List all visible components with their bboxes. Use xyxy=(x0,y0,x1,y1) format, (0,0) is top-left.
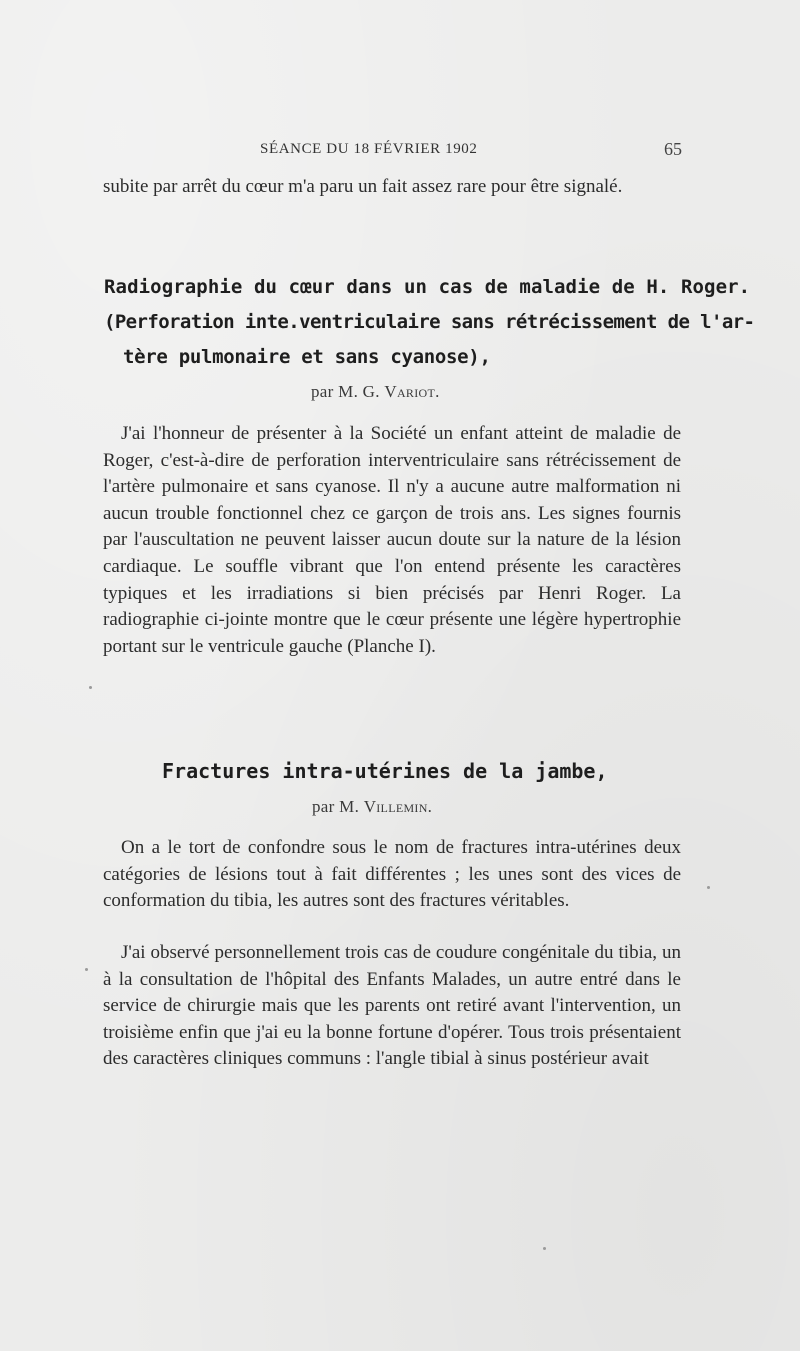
running-head: SÉANCE DU 18 FÉVRIER 1902 xyxy=(260,141,478,157)
byline-prefix: par M. G. xyxy=(311,382,380,401)
paper-speck xyxy=(543,1247,546,1250)
article1-body: J'ai l'honneur de présenter à la Société un enfant atteint de maladie de Roger, c'est-à-dire de perforation interventriculaire sans rétrécissement de l'artère pulmonaire et sans cyanose. Il n'y a aucune autre malformation ni aucun trouble fonctionnel chez ce garçon de trois ans. Les signes fournis par l'auscultation ne peuvent laisser aucun doute sur la nature de la lésion cardiaque. Le souffle vibrant que l'on entend présente les caractères typiques et les irradiations si bien précisés par Henri Roger. La radiographie ci-jointe montre que le cœur présente une légère hypertrophie portant sur le ventricule gauche (Planche I). xyxy=(103,423,681,657)
article1-title-line2: (Perforation inte.ventriculaire sans rétrécissement de l'ar- xyxy=(104,311,755,333)
carryover-paragraph: subite par arrêt du cœur m'a paru un fait assez rare pour être signalé. xyxy=(103,176,623,197)
article1-byline xyxy=(311,382,440,402)
article2-title: Fractures intra-utérines de la jambe, xyxy=(162,759,608,783)
author-name: Villemin. xyxy=(363,797,433,816)
article2-paragraph-1: On a le tort de confondre sous le nom de fractures intra-utérines deux catégories de lésions tout à fait différentes ; les unes sont des vices de conformation du tibia, les autres sont des fractures véritables. xyxy=(103,837,681,912)
article1-title-line3: tère pulmonaire et sans cyanose), xyxy=(123,346,491,368)
byline-prefix: par M. xyxy=(312,797,360,816)
author-name: Variot. xyxy=(384,382,440,401)
page-number: 65 xyxy=(664,139,682,159)
article2-byline xyxy=(312,797,432,817)
article1-title-line1: Radiographie du cœur dans un cas de maladie de H. Roger. xyxy=(104,276,751,298)
paper-speck xyxy=(89,686,92,689)
paper-speck xyxy=(85,968,88,971)
article2-paragraph-2: J'ai observé personnellement trois cas de coudure congénitale du tibia, un à la consultation de l'hôpital des Enfants Malades, un autre entré dans le service de chirurgie mais que les parents ont retiré avant l'intervention, un troisième enfin que j'ai eu la bonne fortune d'opérer. Tous trois présentaient des caractères cliniques communs : l'angle tibial à sinus postérieur avait xyxy=(103,942,681,1070)
paper-speck xyxy=(707,886,710,889)
